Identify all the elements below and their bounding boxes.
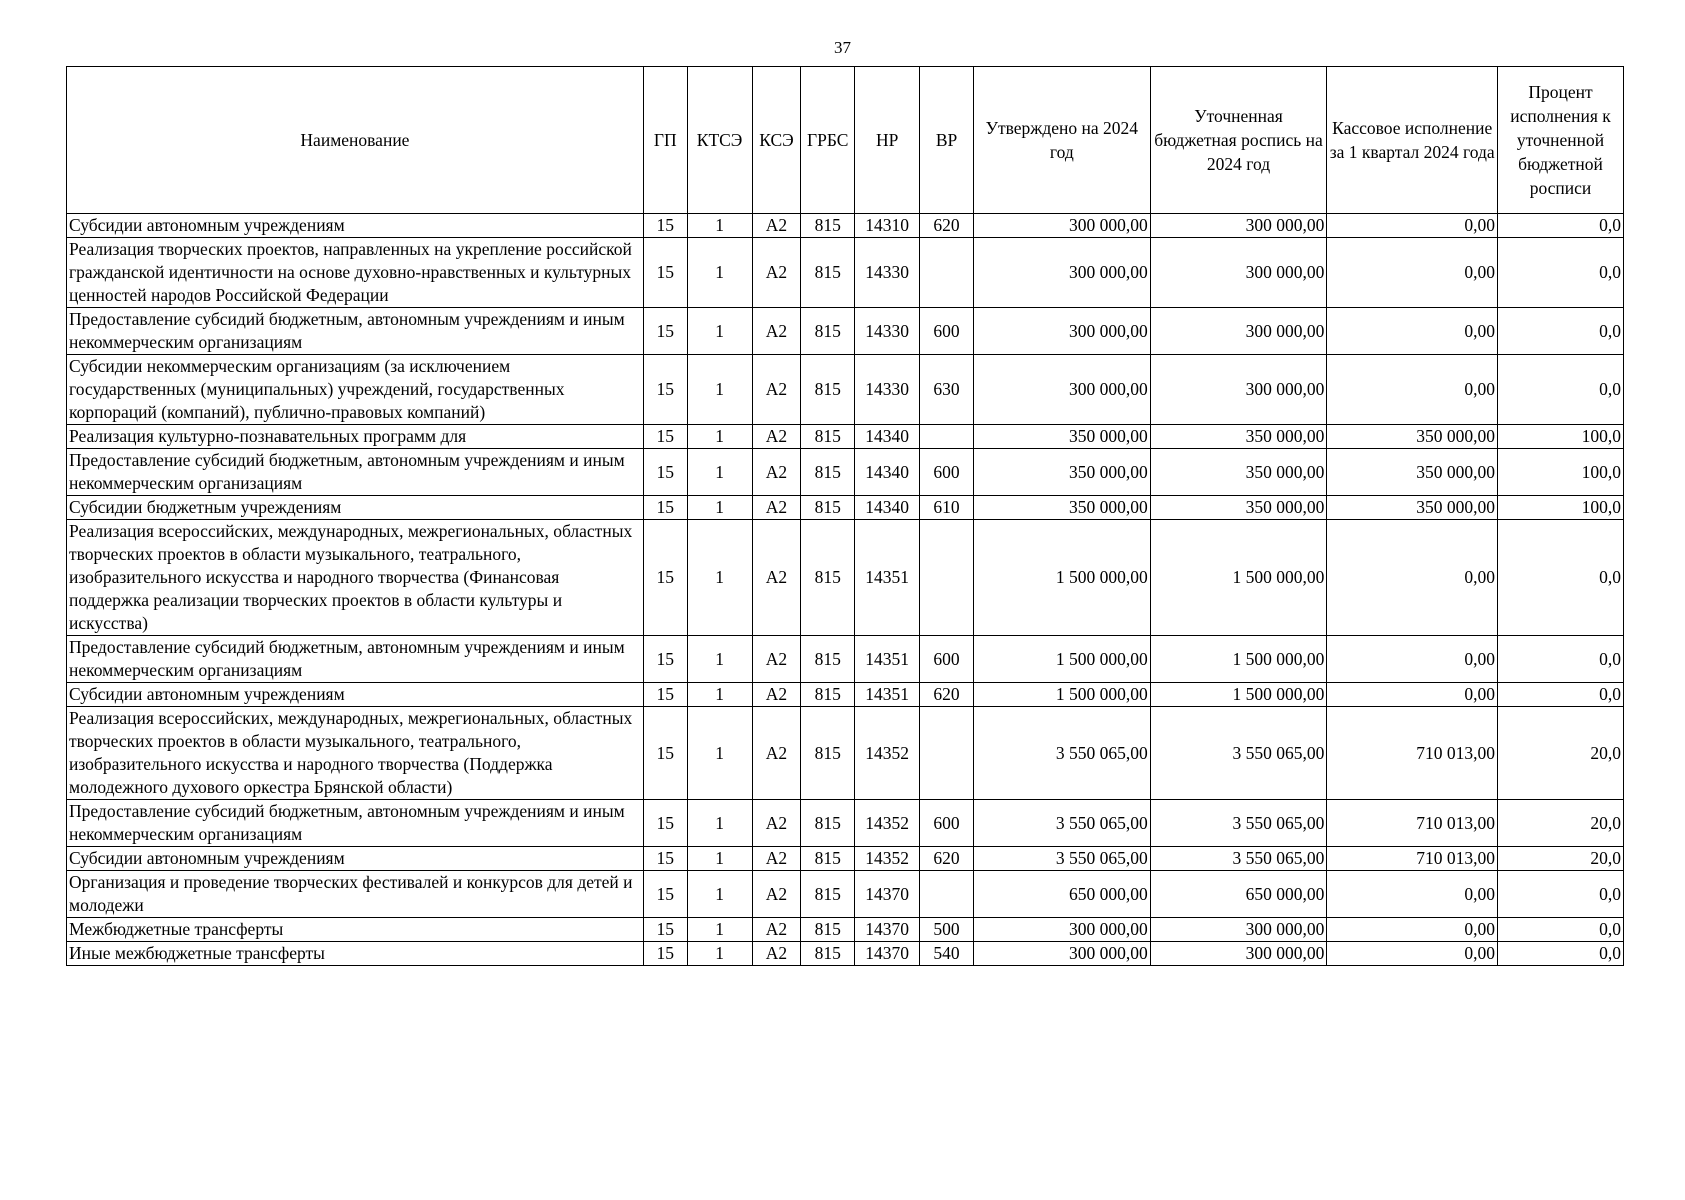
cell-executed: 350 000,00	[1327, 425, 1498, 449]
cell-gp: 15	[643, 942, 687, 966]
cell-percent: 0,0	[1498, 918, 1624, 942]
cell-executed: 0,00	[1327, 942, 1498, 966]
header-refined: Уточненная бюджетная роспись на 2024 год	[1150, 67, 1327, 214]
table-row	[67, 238, 1624, 308]
cell-percent: 20,0	[1498, 800, 1624, 847]
cell-executed: 350 000,00	[1327, 449, 1498, 496]
cell-nr: 14370	[855, 942, 920, 966]
cell-gp: 15	[643, 214, 687, 238]
cell-gp: 15	[643, 425, 687, 449]
cell-grbs: 815	[801, 800, 855, 847]
cell-kse: А2	[752, 847, 801, 871]
cell-approved: 300 000,00	[973, 238, 1150, 308]
cell-refined: 300 000,00	[1150, 308, 1327, 355]
cell-vr	[920, 707, 974, 800]
cell-grbs: 815	[801, 449, 855, 496]
cell-grbs: 815	[801, 942, 855, 966]
cell-nr: 14340	[855, 449, 920, 496]
header-executed: Кассовое исполнение за 1 квартал 2024 года	[1327, 67, 1498, 214]
cell-vr: 600	[920, 800, 974, 847]
cell-kse: А2	[752, 918, 801, 942]
cell-vr: 600	[920, 636, 974, 683]
cell-ktse: 1	[687, 847, 752, 871]
cell-nr: 14351	[855, 520, 920, 636]
cell-grbs: 815	[801, 214, 855, 238]
cell-percent: 0,0	[1498, 942, 1624, 966]
cell-grbs: 815	[801, 355, 855, 425]
cell-grbs: 815	[801, 918, 855, 942]
cell-gp: 15	[643, 520, 687, 636]
table-header-row	[67, 67, 1624, 214]
cell-grbs: 815	[801, 636, 855, 683]
header-approved: Утверждено на 2024 год	[973, 67, 1150, 214]
cell-refined: 350 000,00	[1150, 425, 1327, 449]
cell-refined: 300 000,00	[1150, 355, 1327, 425]
cell-ktse: 1	[687, 238, 752, 308]
cell-ktse: 1	[687, 520, 752, 636]
cell-kse: А2	[752, 214, 801, 238]
cell-percent: 0,0	[1498, 636, 1624, 683]
cell-percent: 20,0	[1498, 847, 1624, 871]
cell-vr: 540	[920, 942, 974, 966]
cell-executed: 0,00	[1327, 214, 1498, 238]
cell-vr: 600	[920, 308, 974, 355]
cell-approved: 350 000,00	[973, 425, 1150, 449]
cell-kse: А2	[752, 636, 801, 683]
cell-name: Межбюджетные трансферты	[67, 918, 644, 942]
cell-refined: 3 550 065,00	[1150, 847, 1327, 871]
cell-vr	[920, 871, 974, 918]
cell-approved: 650 000,00	[973, 871, 1150, 918]
cell-name: Предоставление субсидий бюджетным, автономным учреждениям и иным некоммерческим организациям	[67, 308, 644, 355]
cell-name: Субсидии бюджетным учреждениям	[67, 496, 644, 520]
cell-executed: 0,00	[1327, 918, 1498, 942]
cell-grbs: 815	[801, 425, 855, 449]
cell-executed: 0,00	[1327, 683, 1498, 707]
cell-approved: 3 550 065,00	[973, 707, 1150, 800]
cell-approved: 350 000,00	[973, 496, 1150, 520]
cell-gp: 15	[643, 449, 687, 496]
cell-kse: А2	[752, 355, 801, 425]
cell-vr: 500	[920, 918, 974, 942]
cell-approved: 300 000,00	[973, 214, 1150, 238]
cell-refined: 3 550 065,00	[1150, 800, 1327, 847]
cell-approved: 3 550 065,00	[973, 847, 1150, 871]
cell-approved: 1 500 000,00	[973, 683, 1150, 707]
cell-executed: 0,00	[1327, 238, 1498, 308]
cell-vr: 620	[920, 847, 974, 871]
cell-nr: 14370	[855, 918, 920, 942]
cell-kse: А2	[752, 942, 801, 966]
cell-nr: 14352	[855, 707, 920, 800]
cell-nr: 14370	[855, 871, 920, 918]
cell-name: Реализация культурно-познавательных программ для	[67, 425, 644, 449]
cell-approved: 300 000,00	[973, 308, 1150, 355]
cell-percent: 0,0	[1498, 355, 1624, 425]
cell-approved: 300 000,00	[973, 918, 1150, 942]
cell-ktse: 1	[687, 214, 752, 238]
cell-approved: 1 500 000,00	[973, 636, 1150, 683]
cell-kse: А2	[752, 308, 801, 355]
cell-percent: 0,0	[1498, 214, 1624, 238]
cell-gp: 15	[643, 238, 687, 308]
cell-executed: 710 013,00	[1327, 707, 1498, 800]
cell-percent: 100,0	[1498, 425, 1624, 449]
cell-nr: 14330	[855, 238, 920, 308]
cell-ktse: 1	[687, 355, 752, 425]
cell-percent: 0,0	[1498, 871, 1624, 918]
cell-gp: 15	[643, 847, 687, 871]
cell-ktse: 1	[687, 800, 752, 847]
cell-name: Субсидии некоммерческим организациям (за исключением государственных (муниципальных) учреждений, государственных корпораций (компаний), публично-правовых компаний)	[67, 355, 644, 425]
cell-approved: 3 550 065,00	[973, 800, 1150, 847]
cell-nr: 14310	[855, 214, 920, 238]
header-name: Наименование	[67, 67, 644, 214]
table-row	[67, 918, 1624, 942]
cell-approved: 300 000,00	[973, 942, 1150, 966]
table-row	[67, 683, 1624, 707]
cell-percent: 0,0	[1498, 308, 1624, 355]
cell-gp: 15	[643, 800, 687, 847]
cell-name: Реализация творческих проектов, направленных на укрепление российской гражданской идентичности на основе духовно-нравственных и культурных ценностей народов Российской Федерации	[67, 238, 644, 308]
cell-percent: 20,0	[1498, 707, 1624, 800]
cell-kse: А2	[752, 707, 801, 800]
cell-percent: 100,0	[1498, 496, 1624, 520]
cell-grbs: 815	[801, 238, 855, 308]
cell-executed: 710 013,00	[1327, 847, 1498, 871]
cell-percent: 100,0	[1498, 449, 1624, 496]
cell-approved: 1 500 000,00	[973, 520, 1150, 636]
cell-grbs: 815	[801, 871, 855, 918]
cell-gp: 15	[643, 918, 687, 942]
table-row	[67, 496, 1624, 520]
cell-executed: 0,00	[1327, 520, 1498, 636]
cell-ktse: 1	[687, 449, 752, 496]
cell-ktse: 1	[687, 683, 752, 707]
cell-name: Реализация всероссийских, международных, межрегиональных, областных творческих проектов в области музыкального, театрального, изобразительного искусства и народного творчества (Поддержка молодежного духового оркестра Брянской области)	[67, 707, 644, 800]
cell-ktse: 1	[687, 308, 752, 355]
cell-name: Субсидии автономным учреждениям	[67, 847, 644, 871]
cell-percent: 0,0	[1498, 683, 1624, 707]
cell-refined: 350 000,00	[1150, 496, 1327, 520]
table-row	[67, 847, 1624, 871]
cell-nr: 14351	[855, 683, 920, 707]
cell-grbs: 815	[801, 683, 855, 707]
table-row	[67, 425, 1624, 449]
table-row	[67, 520, 1624, 636]
cell-kse: А2	[752, 238, 801, 308]
cell-kse: А2	[752, 800, 801, 847]
cell-percent: 0,0	[1498, 238, 1624, 308]
cell-executed: 0,00	[1327, 636, 1498, 683]
cell-vr: 630	[920, 355, 974, 425]
table-row	[67, 214, 1624, 238]
cell-nr: 14351	[855, 636, 920, 683]
cell-refined: 650 000,00	[1150, 871, 1327, 918]
table-row	[67, 636, 1624, 683]
header-gp: ГП	[643, 67, 687, 214]
cell-ktse: 1	[687, 707, 752, 800]
cell-ktse: 1	[687, 636, 752, 683]
cell-nr: 14340	[855, 425, 920, 449]
cell-nr: 14330	[855, 308, 920, 355]
cell-approved: 350 000,00	[973, 449, 1150, 496]
header-vr: ВР	[920, 67, 974, 214]
table-row	[67, 942, 1624, 966]
cell-grbs: 815	[801, 308, 855, 355]
cell-executed: 0,00	[1327, 308, 1498, 355]
cell-refined: 300 000,00	[1150, 942, 1327, 966]
cell-gp: 15	[643, 871, 687, 918]
budget-table	[66, 66, 1624, 966]
header-nr: НР	[855, 67, 920, 214]
header-percent: Процент исполнения к уточненной бюджетной росписи	[1498, 67, 1624, 214]
cell-gp: 15	[643, 355, 687, 425]
cell-executed: 350 000,00	[1327, 496, 1498, 520]
cell-kse: А2	[752, 683, 801, 707]
cell-refined: 1 500 000,00	[1150, 636, 1327, 683]
cell-vr	[920, 520, 974, 636]
cell-name: Предоставление субсидий бюджетным, автономным учреждениям и иным некоммерческим организациям	[67, 449, 644, 496]
cell-executed: 0,00	[1327, 871, 1498, 918]
cell-gp: 15	[643, 707, 687, 800]
cell-gp: 15	[643, 683, 687, 707]
cell-gp: 15	[643, 636, 687, 683]
table-row	[67, 707, 1624, 800]
cell-nr: 14340	[855, 496, 920, 520]
cell-ktse: 1	[687, 871, 752, 918]
cell-gp: 15	[643, 496, 687, 520]
cell-refined: 300 000,00	[1150, 918, 1327, 942]
cell-name: Предоставление субсидий бюджетным, автономным учреждениям и иным некоммерческим организациям	[67, 800, 644, 847]
cell-ktse: 1	[687, 918, 752, 942]
cell-gp: 15	[643, 308, 687, 355]
header-grbs: ГРБС	[801, 67, 855, 214]
cell-refined: 350 000,00	[1150, 449, 1327, 496]
cell-approved: 300 000,00	[973, 355, 1150, 425]
cell-refined: 300 000,00	[1150, 214, 1327, 238]
header-kse: КСЭ	[752, 67, 801, 214]
cell-ktse: 1	[687, 496, 752, 520]
cell-nr: 14352	[855, 847, 920, 871]
table-row	[67, 308, 1624, 355]
cell-vr	[920, 425, 974, 449]
cell-refined: 1 500 000,00	[1150, 520, 1327, 636]
cell-kse: А2	[752, 520, 801, 636]
table-row	[67, 800, 1624, 847]
table-row	[67, 449, 1624, 496]
cell-nr: 14352	[855, 800, 920, 847]
cell-name: Субсидии автономным учреждениям	[67, 214, 644, 238]
header-ktse: КТСЭ	[687, 67, 752, 214]
page-number: 37	[834, 38, 851, 57]
cell-grbs: 815	[801, 496, 855, 520]
cell-refined: 3 550 065,00	[1150, 707, 1327, 800]
cell-name: Реализация всероссийских, международных, межрегиональных, областных творческих проектов в области музыкального, театрального, изобразительного искусства и народного творчества (Финансовая поддержка реализации творческих проектов в области культуры и искусства)	[67, 520, 644, 636]
cell-grbs: 815	[801, 847, 855, 871]
cell-kse: А2	[752, 449, 801, 496]
cell-kse: А2	[752, 496, 801, 520]
cell-kse: А2	[752, 425, 801, 449]
cell-vr: 620	[920, 683, 974, 707]
cell-kse: А2	[752, 871, 801, 918]
table-row	[67, 355, 1624, 425]
cell-vr: 620	[920, 214, 974, 238]
cell-name: Иные межбюджетные трансферты	[67, 942, 644, 966]
cell-executed: 710 013,00	[1327, 800, 1498, 847]
cell-name: Субсидии автономным учреждениям	[67, 683, 644, 707]
table-row	[67, 871, 1624, 918]
cell-vr: 610	[920, 496, 974, 520]
cell-nr: 14330	[855, 355, 920, 425]
cell-vr: 600	[920, 449, 974, 496]
cell-refined: 1 500 000,00	[1150, 683, 1327, 707]
cell-name: Организация и проведение творческих фестивалей и конкурсов для детей и молодежи	[67, 871, 644, 918]
cell-vr	[920, 238, 974, 308]
cell-grbs: 815	[801, 520, 855, 636]
cell-grbs: 815	[801, 707, 855, 800]
cell-ktse: 1	[687, 942, 752, 966]
cell-name: Предоставление субсидий бюджетным, автономным учреждениям и иным некоммерческим организациям	[67, 636, 644, 683]
cell-executed: 0,00	[1327, 355, 1498, 425]
cell-percent: 0,0	[1498, 520, 1624, 636]
cell-refined: 300 000,00	[1150, 238, 1327, 308]
cell-ktse: 1	[687, 425, 752, 449]
